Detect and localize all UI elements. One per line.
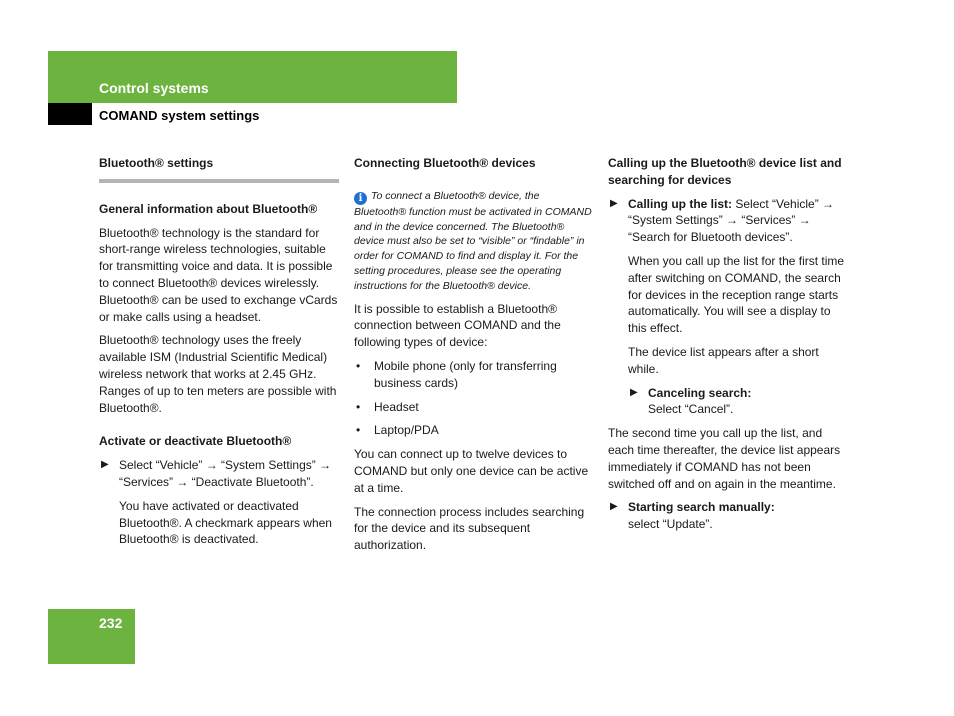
- info-note: [354, 189, 594, 294]
- device-limit-paragraph: You can connect up to twelve devices to COMAND but only one device can be active at a time.: [354, 447, 589, 495]
- step-arrow-icon: ▶: [610, 197, 618, 209]
- manual-search-step: [608, 499, 848, 533]
- column-1: [99, 155, 339, 555]
- activate-heading: Activate or deactivate Bluetooth®: [99, 434, 292, 449]
- device-type-item: [354, 399, 594, 416]
- device-type-label: Laptop/PDA: [374, 423, 439, 438]
- general-info-heading: General information about Bluetooth®: [99, 201, 318, 216]
- activate-step: [99, 457, 339, 491]
- bullet-icon: •: [356, 358, 361, 373]
- section-title: Control systems: [99, 80, 209, 96]
- cancel-search-label: Canceling search:: [648, 385, 752, 400]
- call-list-step: [608, 196, 848, 246]
- device-type-label: Mobile phone (only for transferring business cards): [374, 358, 557, 390]
- bullet-icon: •: [356, 399, 361, 414]
- activate-step-text: Select “Vehicle” → “System Settings” → “Services” → “Deactivate Bluetooth”.: [119, 458, 332, 489]
- device-type-label: Headset: [374, 399, 419, 414]
- connecting-heading: Connecting Bluetooth® devices: [354, 156, 536, 170]
- page-number: 232: [99, 615, 123, 631]
- activate-result: You have activated or deactivated Bluetooth®. A checkmark appears when Bluetooth® is deactivated.: [119, 498, 332, 547]
- connection-process-paragraph: The connection process includes searching for the device and its subsequent authorization.: [354, 504, 585, 553]
- call-list-text: Select “Vehicle” → “System Settings” → “Services” → “Search for Bluetooth devices”.: [628, 196, 835, 245]
- device-list-heading: Calling up the Bluetooth® device list and searching for devices: [608, 156, 842, 187]
- header-tab-marker: [48, 103, 92, 125]
- connection-intro: It is possible to establish a Bluetooth® connection between COMAND and the following types of device:: [354, 301, 561, 350]
- device-type-item: [354, 422, 594, 439]
- info-icon: i: [354, 192, 367, 205]
- column-3: [608, 155, 848, 540]
- settings-heading: Bluetooth® settings: [99, 156, 214, 170]
- bullet-icon: •: [356, 423, 361, 438]
- step-arrow-icon: ▶: [610, 501, 618, 513]
- call-list-result-2: The device list appears after a short while.: [628, 344, 819, 376]
- step-arrow-icon: ▶: [630, 386, 638, 398]
- subsection-title: COMAND system settings: [99, 108, 260, 123]
- call-list-result-1: When you call up the list for the first time after switching on COMAND, the search for devices in the reception range starts automatically. You will see a display to this effect.: [628, 253, 845, 336]
- device-type-item: [354, 358, 594, 392]
- cancel-search-step: [628, 385, 848, 419]
- general-info-paragraph: Bluetooth® technology is the standard for short-range wireless technologies, suitable for transmitting voice and data. It is possible to connect Bluetooth® devices wirelessly. Bluetooth® can be used to exchange vCards or make calls using a headset.: [99, 225, 338, 324]
- call-list-label: Calling up the list:: [628, 196, 732, 211]
- manual-search-label: Starting search manually:: [628, 500, 775, 515]
- column-2: [354, 155, 594, 561]
- step-arrow-icon: ▶: [101, 459, 109, 471]
- ism-paragraph: Bluetooth® technology uses the freely available ISM (Industrial Scientific Medical) wireless network that works at 2.45 GHz. Ranges of up to ten meters are possible with Bluetooth®.: [99, 333, 337, 415]
- info-note-text: To connect a Bluetooth® device, the Bluetooth® function must be activated in COMAND and in the device concerned. The Bluetooth® device must also be set to “visible” or “findable” in order for COMAND to find and display it. For the setting procedures, please see the operating instructions for the Bluetooth® device.: [354, 189, 592, 292]
- manual-search-text: select “Update”.: [628, 517, 713, 532]
- cancel-search-text: Select “Cancel”.: [648, 402, 734, 417]
- heading-rule: [99, 179, 339, 183]
- second-time-paragraph: The second time you call up the list, and each time thereafter, the device list appears immediately if COMAND has not been switched off and on again in the meantime.: [608, 426, 841, 491]
